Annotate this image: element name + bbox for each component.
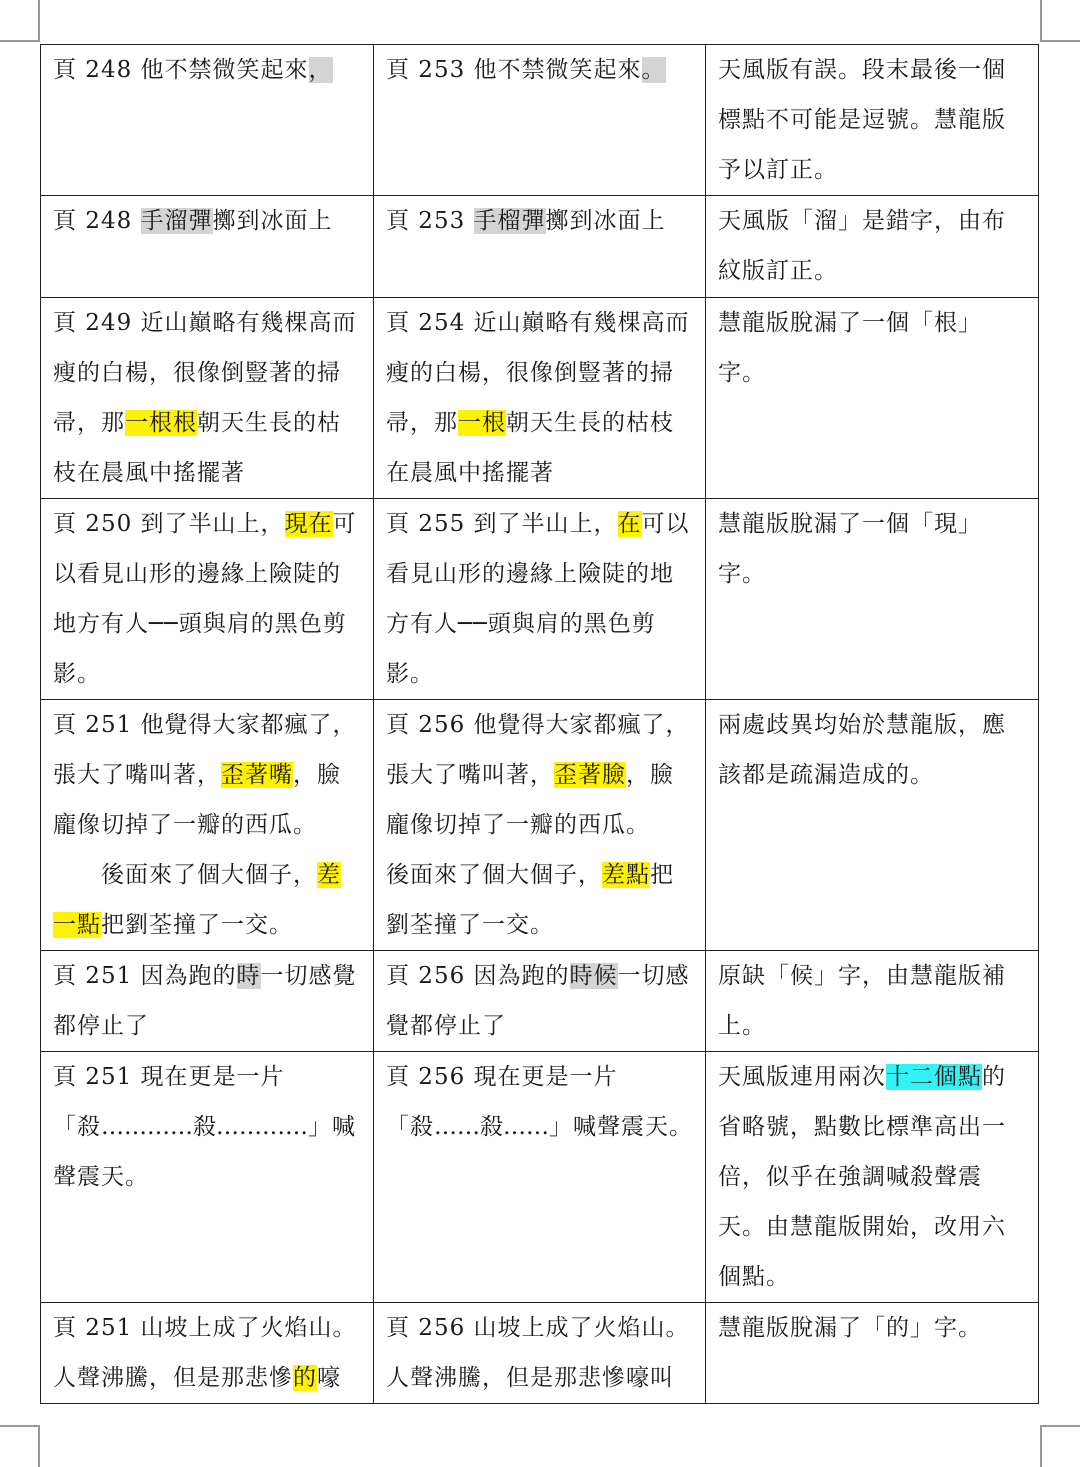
crop-mark-bottom-right-h: [1040, 1425, 1080, 1427]
cell-text: 一切感覺都停止了: [386, 963, 690, 1039]
highlighted-text: 差一點: [53, 862, 341, 938]
cell-text: 慧龍版脫漏了一個「現」字。: [718, 511, 982, 587]
highlighted-text: 。: [641, 57, 666, 83]
highlighted-text: ，: [308, 57, 333, 83]
highlighted-text: 歪著臉: [554, 762, 626, 788]
cell-text: 天風版連用兩次: [718, 1064, 886, 1090]
highlighted-text: 的: [293, 1365, 317, 1391]
note-cell: [706, 499, 1039, 700]
table-row: [41, 499, 1039, 700]
cell-text: 可以看見山形的邊緣上險陡的地方有人──頭與肩的黑色剪影。: [53, 511, 357, 687]
cell-text: 頁 250 到了半山上，: [53, 511, 285, 537]
cell-text: 嚎: [317, 1365, 341, 1391]
tianfeng-edition-cell: [41, 45, 374, 196]
table-row: [41, 45, 1039, 196]
crop-mark-top-left-h: [0, 40, 40, 42]
cell-text: 頁 253 他不禁微笑起來: [386, 57, 642, 83]
table-row: [41, 1052, 1039, 1303]
tianfeng-edition-cell: [41, 1052, 374, 1303]
highlighted-text: 一根根: [125, 410, 197, 436]
highlighted-text: 在: [617, 511, 642, 537]
cell-text: …………殺…………: [101, 1114, 308, 1140]
table-row: [41, 196, 1039, 298]
cell-text: ，臉龐像切掉了一瓣的西瓜。: [386, 762, 674, 838]
huilong-edition-cell: [374, 298, 706, 499]
note-cell: [706, 951, 1039, 1052]
crop-mark-bottom-right-v: [1040, 1425, 1042, 1467]
cell-text: 頁 251 山坡上成了火焰山。人聲沸騰，但是那悲慘: [53, 1315, 357, 1391]
highlighted-text: 現在: [284, 511, 333, 537]
cell-text: 頁 249 近山巔略有幾棵高而瘦的白楊，很像倒豎著的掃帚，那: [53, 310, 357, 436]
table-row: [41, 700, 1039, 951]
cell-text: 後面來了個大個子，: [386, 862, 602, 888]
cell-text: 慧龍版脫漏了一個「根」字。: [718, 310, 982, 386]
highlighted-text: 時候: [569, 963, 618, 989]
cell-text: 一切感覺都停止了: [53, 963, 357, 1039]
cell-text: 慧龍版脫漏了「的」字。: [718, 1315, 982, 1341]
table-row: [41, 298, 1039, 499]
tianfeng-edition-cell: [41, 298, 374, 499]
cell-text: 原缺「候」字，由慧龍版補上。: [718, 963, 1006, 1039]
cell-text: 頁 253: [386, 208, 474, 234]
cell-text: 頁 248: [53, 208, 141, 234]
crop-mark-top-right-h: [1040, 40, 1080, 42]
cell-text: 」喊聲震天。: [549, 1114, 693, 1140]
cell-text: 把劉荃撞了一交。: [386, 862, 674, 938]
cell-text: 把劉荃撞了一交。: [101, 912, 293, 938]
huilong-edition-cell: [374, 951, 706, 1052]
note-cell: [706, 1303, 1039, 1404]
table-row: [41, 1303, 1039, 1404]
cell-text: 的省略號，點數比標準高出一倍，似乎在強調喊殺聲震天。由慧龍版開始，改用六個點。: [718, 1064, 1006, 1290]
crop-mark-bottom-left-v: [38, 1425, 40, 1467]
huilong-edition-cell: [374, 196, 706, 298]
cell-text: 頁 255 到了半山上，: [386, 511, 618, 537]
cell-text: 天風版有誤。段末最後一個標點不可能是逗號。慧龍版予以訂正。: [718, 57, 1006, 183]
cell-text: ，臉龐像切掉了一瓣的西瓜。: [53, 762, 341, 838]
crop-mark-bottom-left-h: [0, 1425, 40, 1427]
highlighted-text: 差點: [602, 862, 650, 888]
huilong-edition-cell: [374, 1052, 706, 1303]
cell-text: 頁 251 他覺得大家都瘋了，張大了嘴叫著，: [53, 712, 357, 788]
highlighted-text: 十二個點: [886, 1064, 982, 1090]
highlighted-text: 時: [236, 963, 261, 989]
highlighted-text: 手溜彈: [140, 208, 213, 234]
highlighted-text: 一根: [458, 410, 506, 436]
cell-text: 頁 251 現在更是一片「殺: [53, 1064, 285, 1140]
huilong-edition-cell: [374, 700, 706, 951]
note-cell: [706, 298, 1039, 499]
comparison-table-body: [41, 45, 1039, 1404]
cell-text: 頁 256 山坡上成了火焰山。人聲沸騰，但是那悲慘嚎叫: [386, 1315, 690, 1391]
cell-text: 頁 248 他不禁微笑起來: [53, 57, 309, 83]
cell-text: 頁 256 因為跑的: [386, 963, 570, 989]
cell-text: 後面來了個大個子，: [53, 862, 317, 888]
tianfeng-edition-cell: [41, 196, 374, 298]
cell-text: 頁 256 他覺得大家都瘋了，張大了嘴叫著，: [386, 712, 690, 788]
cell-text: 擲到冰面上: [212, 208, 333, 234]
cell-text: 」喊聲震天。: [53, 1114, 356, 1190]
crop-mark-top-right-v: [1040, 0, 1042, 42]
note-cell: [706, 196, 1039, 298]
highlighted-text: 手榴彈: [473, 208, 546, 234]
huilong-edition-cell: [374, 45, 706, 196]
cell-text: 擲到冰面上: [545, 208, 666, 234]
crop-mark-top-left-v: [38, 0, 40, 42]
huilong-edition-cell: [374, 1303, 706, 1404]
note-cell: [706, 700, 1039, 951]
cell-text: 頁 251 因為跑的: [53, 963, 237, 989]
cell-text: 頁 254 近山巔略有幾棵高而瘦的白楊，很像倒豎著的掃帚，那: [386, 310, 690, 436]
cell-text: 天風版「溜」是錯字，由布紋版訂正。: [718, 208, 1006, 284]
cell-text: 兩處歧異均始於慧龍版，應該都是疏漏造成的。: [718, 712, 1006, 788]
tianfeng-edition-cell: [41, 951, 374, 1052]
comparison-table: [40, 44, 1039, 1404]
cell-text: 朝天生長的枯枝在晨風中搖擺著: [53, 410, 341, 486]
table-row: [41, 951, 1039, 1052]
tianfeng-edition-cell: [41, 1303, 374, 1404]
tianfeng-edition-cell: [41, 499, 374, 700]
tianfeng-edition-cell: [41, 700, 374, 951]
huilong-edition-cell: [374, 499, 706, 700]
cell-text: 頁 256 現在更是一片「殺: [386, 1064, 618, 1140]
cell-text: 可以看見山形的邊緣上險陡的地方有人──頭與肩的黑色剪影。: [386, 511, 690, 687]
cell-text: 朝天生長的枯枝在晨風中搖擺著: [386, 410, 674, 486]
cell-text: ……殺……: [434, 1114, 549, 1140]
note-cell: [706, 1052, 1039, 1303]
highlighted-text: 歪著嘴: [221, 762, 293, 788]
note-cell: [706, 45, 1039, 196]
